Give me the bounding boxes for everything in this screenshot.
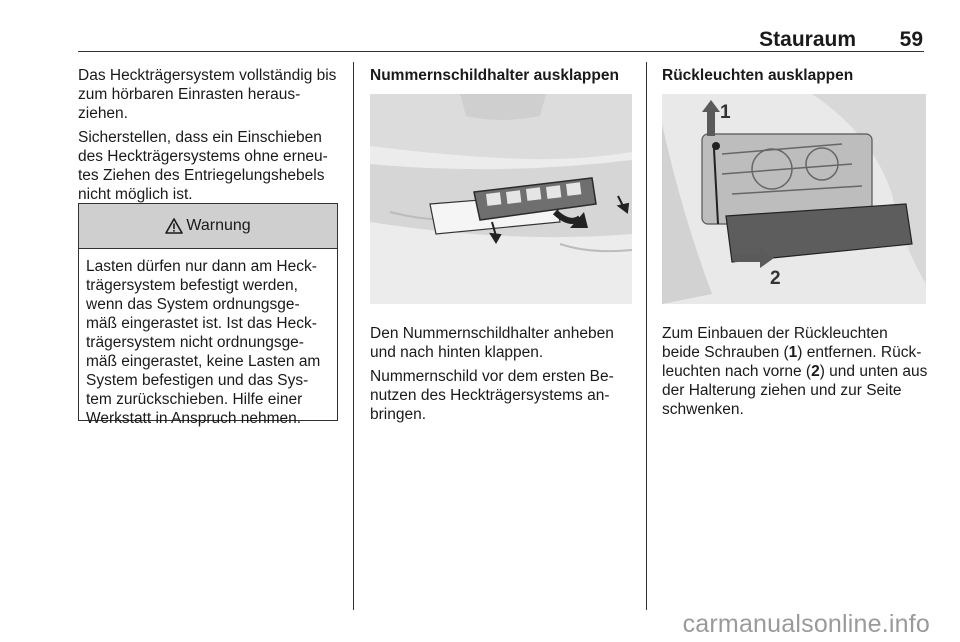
text-segment: ) entfernen. Rück-leuchten nach vorne (: [662, 344, 922, 380]
header-divider: [78, 51, 924, 52]
reference-1: 1: [788, 344, 798, 361]
warning-text: Lasten dürfen nur dann am Heck-trägersystem befestigt werden, wenn das System ordnungsge-mäß eingerastet ist. Ist das Heck-trägersystem nicht ordnungsge-mäß eingerastet, keine Lasten am System befestigen und das Sys-tem zurückschieben. Hilfe einer Werkstatt in Anspruch nehmen.: [86, 258, 321, 427]
column-divider-left: [353, 62, 354, 610]
heading-license-plate-holder: Nummernschildhalter ausklappen: [370, 67, 619, 84]
warning-header: [79, 204, 337, 249]
paragraph-check-lock: Sicherstellen, dass ein Einschieben des Heckträgersystems ohne erneu-tes Ziehen des Entriegelungshebels nicht möglich ist.: [78, 129, 328, 203]
text-segment: ) und unten aus der Halterung ziehen und zur Seite schwenken.: [662, 363, 928, 418]
paragraph-attach-plate: Nummernschild vor dem ersten Be-nutzen des Heckträgersystems an-bringen.: [370, 368, 614, 423]
tail-lights-illustration: [662, 94, 926, 304]
license-plate-holder-illustration: [370, 94, 632, 304]
paragraph-extend-carrier: Das Heckträgersystem vollständig bis zum hörbaren Einrasten heraus-ziehen.: [78, 67, 337, 122]
column-3: [662, 66, 928, 93]
column-1: [78, 66, 340, 209]
text-segment: Zum Einbauen der Rückleuchten beide Schrauben (: [662, 325, 888, 361]
column-3-text: [662, 324, 928, 424]
paragraph-remove-screws: [662, 324, 928, 419]
page-number: 59: [899, 28, 923, 51]
warning-box: [78, 203, 338, 427]
heading-tail-lights: Rückleuchten ausklappen: [662, 67, 854, 84]
watermark: carmanualsonline.info: [682, 610, 930, 638]
warning-title: Warnung: [186, 217, 251, 234]
section-title: Stauraum: [759, 28, 856, 51]
column-2-text: [370, 324, 632, 429]
reference-2: 2: [811, 363, 820, 380]
column-2: [370, 66, 632, 93]
figure-label-1: 1: [720, 102, 731, 123]
column-divider-right: [646, 62, 647, 610]
warning-triangle-icon: [165, 218, 183, 234]
figure-label-2: 2: [770, 268, 781, 289]
paragraph-fold-holder: Den Nummernschildhalter anheben und nach hinten klappen.: [370, 325, 614, 361]
